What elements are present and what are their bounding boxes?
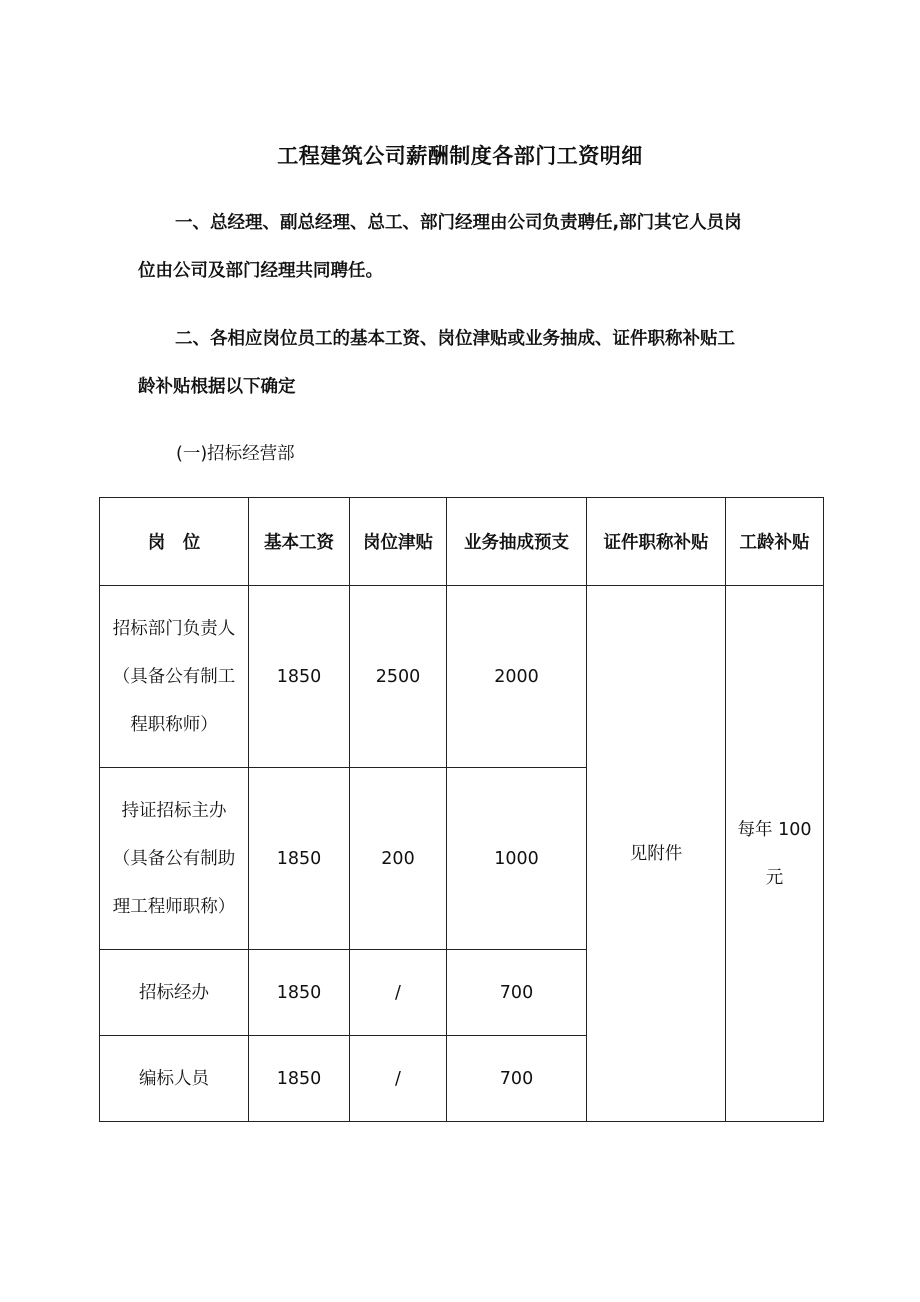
position-cell: 招标经办 [100, 950, 249, 1036]
table-header-row [100, 498, 824, 586]
section-2-paragraph [138, 315, 788, 411]
commission-cell: 700 [447, 950, 587, 1036]
certificate-subsidy-cell: 见附件 [587, 586, 726, 1122]
base-salary-cell: 1850 [249, 1036, 350, 1122]
allowance-cell: 2500 [350, 586, 447, 768]
position-cell [100, 768, 249, 950]
position-line: 招标部门负责人 [112, 618, 236, 639]
position-line: （具备公有制助 [112, 848, 236, 869]
position-line: 程职称师） [130, 714, 218, 735]
base-salary-cell: 1850 [249, 950, 350, 1036]
commission-cell: 700 [447, 1036, 587, 1122]
seniority-line: 元 [765, 867, 784, 888]
position-cell: 编标人员 [100, 1036, 249, 1122]
document-title: 工程建筑公司薪酬制度各部门工资明细 [277, 144, 643, 168]
position-line: 持证招标主办 [121, 800, 227, 821]
position-line: 理工程师职称） [112, 896, 236, 917]
header-base-salary: 基本工资 [249, 498, 350, 586]
header-position-allowance: 岗位津贴 [350, 498, 447, 586]
header-commission-advance: 业务抽成预支 [447, 498, 587, 586]
seniority-subsidy-cell [726, 586, 824, 1122]
allowance-cell: / [350, 950, 447, 1036]
position-line: （具备公有制工 [112, 666, 236, 687]
section-1-line-1: 一、总经理、副总经理、总工、部门经理由公司负责聘任,部门其它人员岗 [175, 213, 742, 233]
header-seniority-subsidy: 工龄补贴 [726, 498, 824, 586]
commission-cell: 1000 [447, 768, 587, 950]
salary-table [99, 497, 824, 1122]
section-1-line-2: 位由公司及部门经理共同聘任。 [138, 261, 383, 281]
commission-cell: 2000 [447, 586, 587, 768]
seniority-line: 每年 100 [737, 819, 812, 840]
allowance-cell: 200 [350, 768, 447, 950]
base-salary-cell: 1850 [249, 768, 350, 950]
section-2-line-2: 龄补贴根据以下确定 [138, 377, 296, 397]
header-certificate-subsidy: 证件职称补贴 [587, 498, 726, 586]
header-position: 岗 位 [100, 498, 249, 586]
base-salary-cell: 1850 [249, 586, 350, 768]
allowance-cell: / [350, 1036, 447, 1122]
table-row [100, 586, 824, 768]
section-1-paragraph [138, 199, 788, 295]
position-cell [100, 586, 249, 768]
subsection-heading: (一)招标经营部 [176, 444, 295, 464]
section-2-line-1: 二、各相应岗位员工的基本工资、岗位津贴或业务抽成、证件职称补贴工 [175, 329, 735, 349]
